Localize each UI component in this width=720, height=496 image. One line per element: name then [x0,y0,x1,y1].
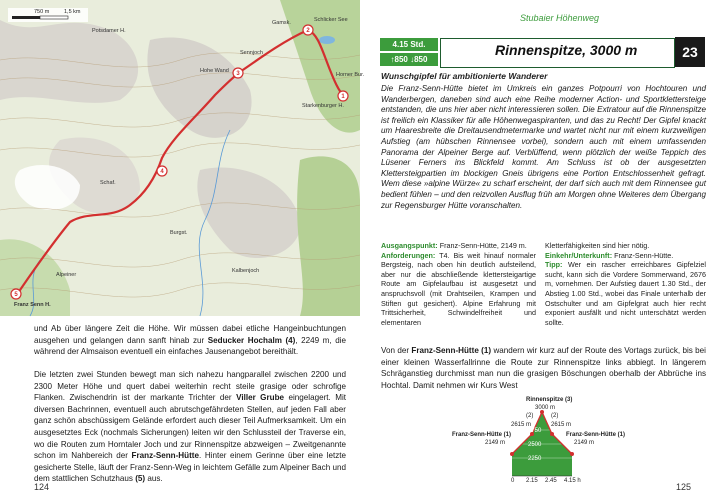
page-number-right: 125 [676,482,692,492]
waypoint-1 [338,91,348,101]
profile-point-end [570,452,574,456]
duration-badge: 4.15 Std. [380,38,438,51]
waypoint-3-label: 3 [236,71,240,77]
waypoint-2 [303,25,313,35]
info-column-right [545,241,706,327]
info-text: T4. Bis weit hinauf normaler Bergsteig, nach oben hin deutlich aufsteilend, aber nur die abschließende klettersteigartige Route am Gipfelaufbau ist ausgesetzt und anspruchsvoll (mit Drahtseilen, Krampen und Stiften gut gesichert). Alpine Erfahrung mit Trittsicherheit, Schwindelfreiheit und elementaren [381,250,536,327]
info-column-left [381,241,536,327]
info-label: Ausgangspunkt: [381,241,438,250]
map-label: Gamsk. [272,20,291,26]
profile-y-tick: 2250 [528,456,542,462]
waypoint-4 [157,166,167,176]
info-label: Einkehr/Unterkunft: [545,250,613,260]
profile-x-tick: 2.15 [526,478,538,484]
text-segment-bold: Franz-Senn-Hütte [131,451,199,461]
profile-lake-label: (2) [526,413,534,419]
info-text: Franz-Senn-Hütte. [614,250,674,260]
tour-title: Rinnenspitze, 3000 m [495,42,638,58]
profile-x-tick: 4.15 h [564,478,581,484]
map-label: Potsdamer H. [92,28,126,34]
route-description [381,345,706,391]
profile-lake-elev: 2615 m [511,422,532,428]
text-segment: und Ab über längere Zeit die Höhe. Wir müssen dabei etliche Hangeinbuchtungen ausgehen und gelangen dann sanft hinab zur [34,324,346,345]
map-label: Hohe Wand [200,68,229,74]
profile-left-hut: Franz-Senn-Hütte (1) [452,432,511,438]
profile-point-lake-down [550,432,554,436]
profile-point-start [510,452,514,456]
text-segment-bold: Seducker Hochalm (4) [207,335,296,345]
text-segment-bold: Viller Grube [236,393,285,403]
map-label: Sennjoch [240,50,263,56]
route-map[interactable] [0,0,365,316]
info-label: Tipp: [545,260,563,270]
profile-left-elev: 2149 m [485,440,506,446]
text-segment: . Hinter einem Gerinne über eine letzte gesicherte Stelle, läuft der Franz-Senn-Weg in leichtem Gefälle zum Alpeiner Bach und dem stattlichen Schutzhaus [34,451,346,484]
profile-right-elev: 2149 m [574,440,595,446]
profile-y-tick: 2500 [528,442,542,448]
map-label: Alpeiner [56,272,77,278]
map-label: Kalbenjoch [232,268,260,274]
text-segment: eingelagert. Mit diversen Bachrinnen, eventuell auch abrutschgefährdeten Stellen, auf jeden Fall aber ganz schön abschüssigem Gelände erfordert auch dieser Teil Aufmerksamkeit. Um ein ausgesetztes Eck (nochmals Sicherungen) leiten wir den Schlussteil der Traverse ein, wo die Routen zum Horntaler Joch und zur Rinnenspitze abzweigen – Zweitgenannte schon im Nahbereich der [34,393,347,461]
profile-y-tick: 2750 [528,428,542,434]
text-segment: wandern wir kurz auf der Route des Vortags zurück, bis bei einer kleinen Wasserfallrinne die Route zur Rinnenspitze links abbiegt. In längerem Schräganstieg durchmisst man nun die grasigen Böschungen oberhalb der Abbrüche ins Hochtal. Damit nehmen wir Kurs West [381,346,706,390]
intro-paragraph: Die Franz-Senn-Hütte bietet im Umkreis ein ganzes Potpourri von Hochtouren und Wanderbergen, daneben sind auch eine Reihe moderner Action- und Sportklettersteige entstanden, die uns hier aber nicht interessieren sollen. Die Extratour auf die Rinnenspitze ist freilich ein Klassiker für alle Höhenwegaspiranten, und das zu Recht! Der Gipfel knackt um Haaresbreite die Dreitausendmetermarke und wartet nicht nur mit einem kurzweiligen Aufstieg (am hübschen Rinnensee vorbei), sondern auch mit einem umfassenden Panorama der Alpeiner Berge auf. Verblüffend, wenn plötzlich der weiße Teppich des Lüsener Ferners ins Blickfeld kommt. Am Schluss ist ob der ausgesetzten Klettersteigpartien im blockigen Gneis übrigens eine Portion Entschlossenheit gefragt. Wem diese »alpine Würze« zu scharf erscheint, der darf sich auch mit dem Rinnensee gut bedient fühlen – und den reizvollen Ausflug früh am Morgen ohne Weiteres dem Übergang zur Regensburger Hütte voranschalten. [381,84,706,210]
waypoint-1-label: 1 [341,94,345,100]
map-label: Burgst. [170,230,188,236]
map-label: Starkenburger H. [302,103,344,109]
info-text: Kletterfähigkeiten sind hier nötig. [545,241,650,250]
profile-x-tick: 2.45 [545,478,557,484]
info-text: Wer ein rascher erreichbares Gipfelziel sucht, kann sich die Vordere Sommerwand, 2676 m, vornehmen. Der Aufstieg dauert 1.30 Std., der Abstieg 1.00 Std., wobei das Finale unterhalb der Ostschulter und am Gipfelgrat auch hier recht exponiert ausfällt und nicht unterschätzt werden sollte. [545,260,706,327]
profile-lake-elev: 2615 m [551,422,572,428]
section-title: Stubaier Höhenweg [520,13,600,23]
tour-number: 23 [675,37,705,67]
text-segment: Die letzten zwei Stunden bewegt man sich nahezu hangparallel zwischen 2200 und 2300 Meter Höhe und quert dabei weiterhin recht steile grasige oder schrofige Flanken. Zwischendrin ist der markante Trichter der [34,370,346,403]
profile-x-tick: 0 [511,478,515,484]
profile-summit-name: Rinnenspitze (3) [526,397,573,403]
waypoint-markers [0,0,360,316]
info-text: Franz-Senn-Hütte, 2149 m. [439,241,527,250]
scale-mark-1: 750 m [34,9,50,15]
waypoint-4-label: 4 [160,169,164,175]
profile-lake-label: (2) [551,413,559,419]
text-segment-bold: Franz-Senn-Hütte (1) [411,346,492,355]
text-segment: , 2249 m, die während der Almsaison eventuell ein einfaches Jausenangebot bereithält. [34,335,347,357]
text-segment: Von der [381,346,410,355]
elevation-badge: ↑850 ↓850 [380,53,438,66]
profile-summit-elev: 3000 m [535,405,556,411]
waypoint-5 [11,289,21,299]
left-paragraph-1 [34,323,346,358]
profile-right-hut: Franz-Senn-Hütte (1) [566,432,625,438]
left-paragraph-2 [34,369,346,485]
map-label: Schlicker See [314,17,348,23]
waypoint-5-label: 5 [14,292,18,298]
tour-subtitle: Wunschgipfel für ambitionierte Wanderer [381,71,548,81]
waypoint-2-label: 2 [306,28,310,34]
map-label: Schaf. [100,180,116,186]
text-segment-bold: (5) [135,474,146,484]
map-label: Horner Bur. [336,72,365,78]
page-number-left: 124 [34,482,50,492]
info-label: Anforderungen: [381,250,436,260]
text-segment: aus. [147,474,163,484]
scale-mark-2: 1,5 km [64,9,81,15]
map-label: Franz Senn H. [14,302,51,308]
waypoint-3 [233,68,243,78]
